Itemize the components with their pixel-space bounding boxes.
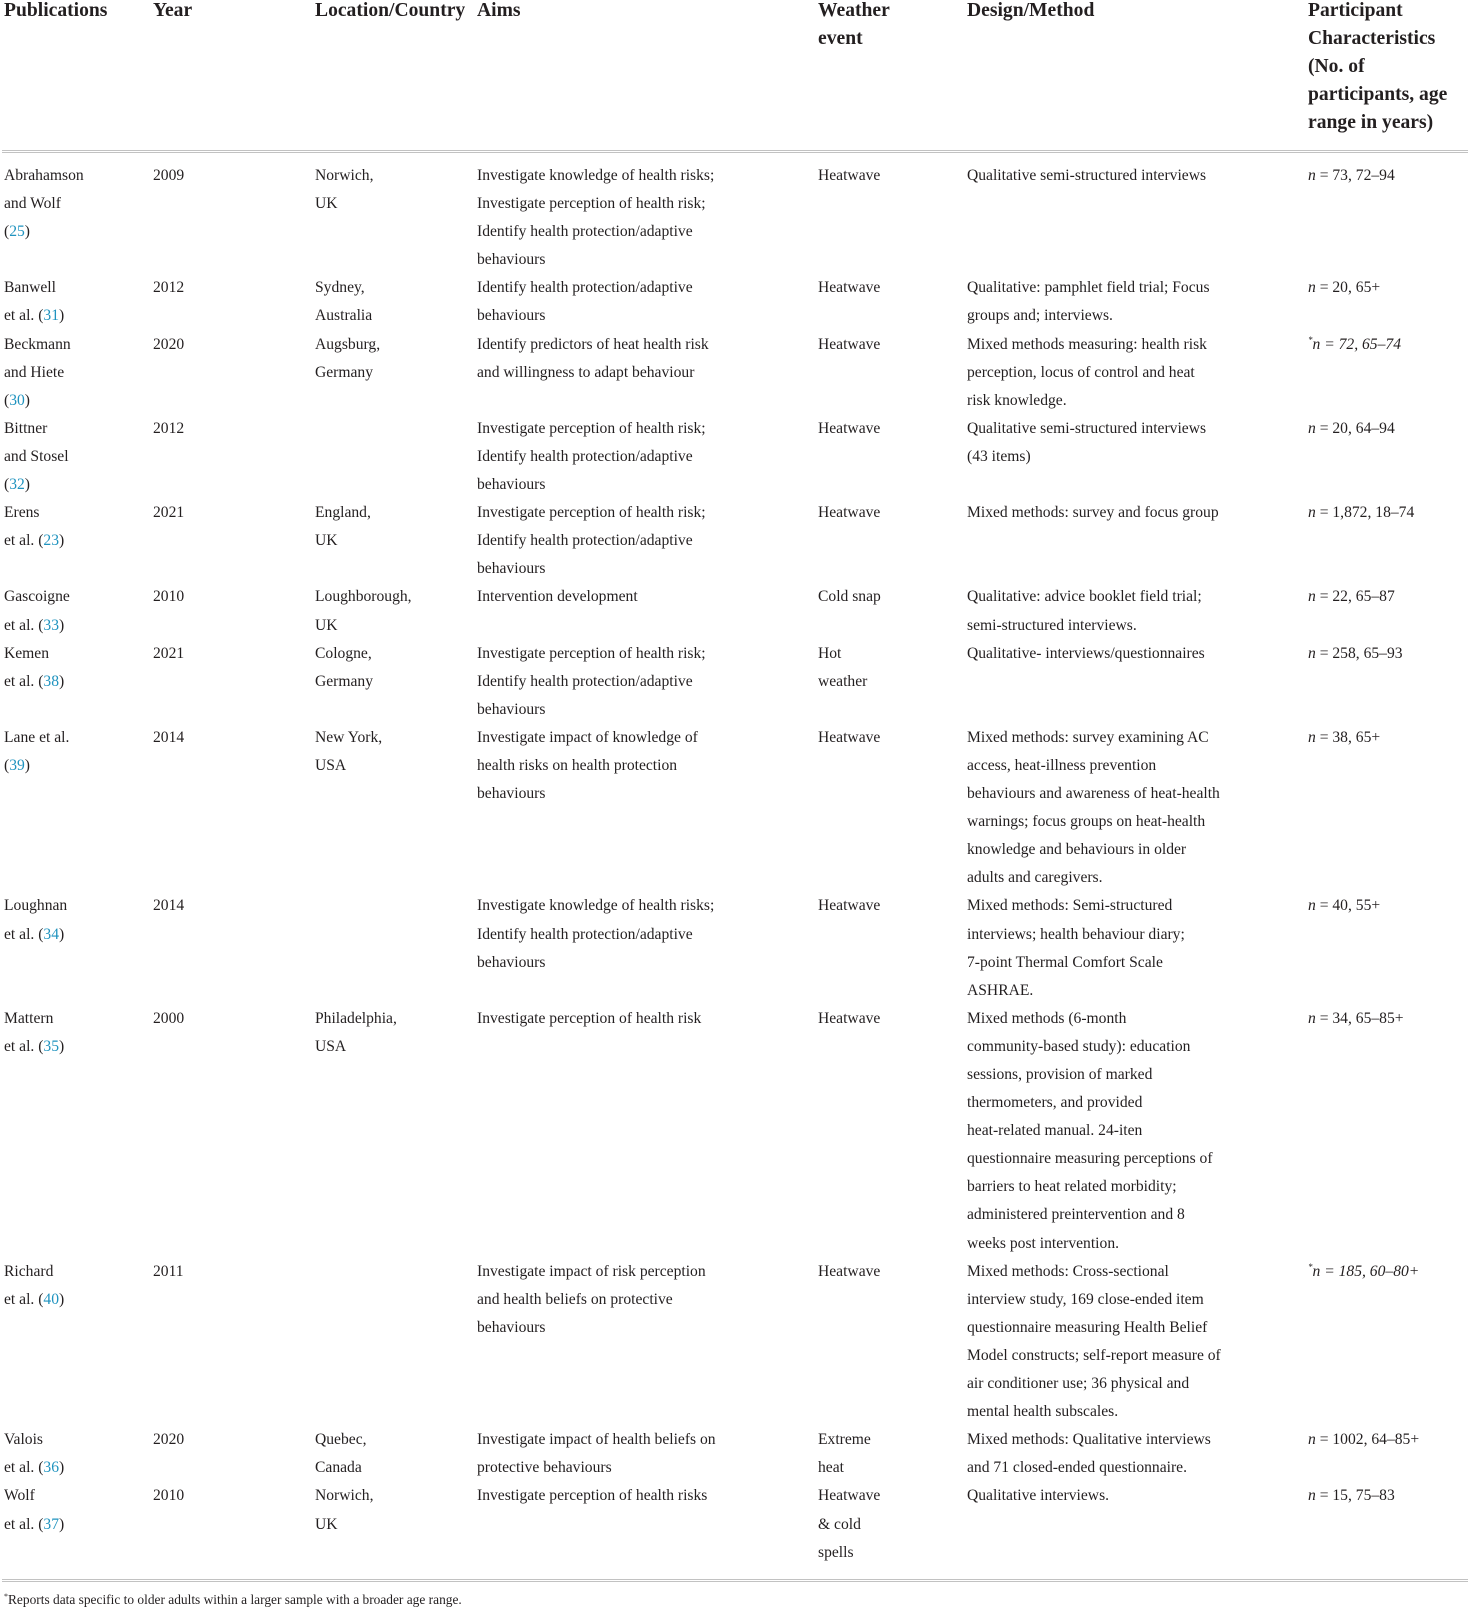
publication-ref-close: ) [59, 1515, 65, 1533]
publication-ref-close: ) [24, 476, 30, 494]
footnote-text: Reports data specific to older adults within a larger sample with a broader age range. [8, 1591, 462, 1607]
cell-weather: Heatwave [818, 504, 881, 522]
cell-design: Qualitative semi-structured interviews [967, 167, 1207, 184]
table-row [4, 583, 1471, 639]
footnote-marker: * [1308, 1261, 1313, 1272]
table-row [4, 1258, 1471, 1427]
sample-size-symbol: n [1308, 279, 1316, 297]
table-bottom-divider [2, 1579, 1468, 1582]
cell-aims: Intervention development [477, 588, 638, 606]
publication-ref-close: ) [59, 925, 65, 943]
participant-values: = 258, 65–93 [1315, 644, 1403, 662]
cell-design: Mixed methods (6-month community-based study): education sessions, provision of marked thermometers, and provided heat-related manual. 24-iten questionnaire measuring perceptions of barriers to heat related morbidity; administered preintervention and 8 weeks post intervention. [967, 1009, 1213, 1252]
participant-values: = 72, 65–74 [1320, 335, 1401, 353]
cell-year: 2021 [153, 504, 185, 522]
reference-link[interactable]: 40 [43, 1290, 59, 1308]
cell-weather: Heatwave [818, 335, 881, 353]
cell-participants [1308, 724, 1468, 893]
cell-weather: Heatwave [818, 1009, 881, 1027]
table-row [4, 1005, 1471, 1258]
publication-author: Loughnan et al. ( [4, 897, 68, 943]
cell-year: 2010 [153, 1487, 185, 1505]
cell-aims: Investigate perception of health risk; Identify health protection/adaptive behaviours [477, 504, 706, 578]
publication-ref-close: ) [59, 1459, 65, 1477]
table-header-row [4, 0, 1471, 138]
reference-link[interactable]: 30 [9, 391, 25, 409]
publication-author: Erens et al. ( [4, 504, 44, 550]
cell-weather: Heatwave [818, 897, 881, 915]
cell-publication [4, 583, 153, 639]
header-location: Location/Country [315, 0, 466, 21]
cell-aims: Investigate impact of health beliefs on protective behaviours [477, 1431, 716, 1477]
table-body [4, 162, 1471, 1567]
cell-design: Qualitative interviews. [967, 1487, 1110, 1505]
cell-design: Mixed methods measuring: health risk perception, locus of control and heat risk knowledge. [967, 335, 1207, 409]
cell-participants [1308, 331, 1468, 415]
table-row [4, 1426, 1471, 1482]
table-row [4, 724, 1471, 893]
publication-ref-close: ) [59, 672, 65, 690]
cell-location: Cologne, Germany [315, 644, 374, 690]
publication-ref-close: ) [59, 616, 65, 634]
reference-link[interactable]: 33 [43, 616, 59, 634]
header-weather-event: Weather event [818, 0, 890, 50]
participant-values: = 15, 75–83 [1315, 1487, 1395, 1505]
cell-design: Mixed methods: Cross-sectional interview study, 169 close-ended item questionnaire measuring Health Belief Model constructs; self-report measure of air conditioner use; 36 physical and mental health subscales. [967, 1262, 1221, 1421]
publication-author: Banwell et al. ( [4, 279, 56, 325]
cell-participants [1308, 274, 1468, 330]
header-year: Year [153, 0, 193, 21]
publication-author: Gascoigne et al. ( [4, 588, 70, 634]
cell-aims: Investigate perception of health risk; Identify health protection/adaptive behaviours [477, 419, 706, 494]
participant-values: = 34, 65–85+ [1315, 1009, 1404, 1027]
cell-publication [4, 415, 153, 499]
cell-participants [1308, 892, 1468, 1004]
cell-design: Mixed methods: survey and focus group [967, 504, 1219, 522]
table-footnote [4, 1591, 1471, 1609]
publication-ref-close: ) [24, 391, 30, 409]
participant-values: = 1002, 64–85+ [1315, 1431, 1420, 1449]
reference-link[interactable]: 25 [9, 223, 25, 241]
sample-size-symbol: n [1308, 644, 1316, 662]
reference-link[interactable]: 23 [43, 532, 59, 550]
cell-location [315, 892, 477, 1004]
participant-values: = 73, 72–94 [1315, 167, 1395, 184]
cell-publication [4, 331, 153, 415]
cell-design: Qualitative- interviews/questionnaires [967, 644, 1205, 662]
participant-values: = 38, 65+ [1315, 728, 1381, 746]
cell-location: Norwich, UK [315, 167, 374, 213]
header-design-method: Design/Method [967, 0, 1095, 21]
sample-size-symbol: n [1312, 1262, 1321, 1280]
table-row [4, 162, 1471, 274]
cell-design: Qualitative: pamphlet field trial; Focus groups and; interviews. [967, 279, 1210, 325]
cell-aims: Investigate perception of health risk; Identify health protection/adaptive behaviours [477, 644, 706, 718]
cell-location: Sydney, Australia [315, 279, 373, 325]
cell-participants [1308, 640, 1468, 724]
cell-participants [1308, 1482, 1468, 1566]
cell-year: 2012 [153, 279, 185, 297]
cell-publication [4, 1482, 153, 1566]
cell-year: 2020 [153, 1431, 185, 1449]
cell-location [315, 415, 477, 499]
cell-participants [1308, 1426, 1468, 1482]
cell-year: 2009 [153, 167, 185, 184]
cell-year: 2020 [153, 335, 185, 353]
reference-link[interactable]: 37 [43, 1515, 59, 1533]
publication-ref-close: ) [24, 223, 30, 241]
cell-publication [4, 640, 153, 724]
cell-aims: Investigate knowledge of health risks; Identify health protection/adaptive behaviours [477, 897, 715, 971]
sample-size-symbol: n [1308, 1009, 1316, 1027]
cell-design: Qualitative: advice booklet field trial; semi-structured interviews. [967, 588, 1202, 634]
cell-weather: Heatwave [818, 419, 881, 437]
publication-author: Abrahamson and Wolf ( [4, 167, 84, 241]
cell-participants [1308, 1005, 1468, 1258]
cell-participants [1308, 1258, 1468, 1427]
table-row [4, 274, 1471, 330]
sample-size-symbol: n [1308, 728, 1316, 746]
cell-design: Mixed methods: Semi-structured interviews; health behaviour diary; 7-point Thermal Comfort Scale ASHRAE. [967, 897, 1185, 999]
sample-size-symbol: n [1308, 504, 1316, 522]
publication-author: Bittner and Stosel ( [4, 419, 69, 494]
cell-year: 2012 [153, 419, 185, 437]
publication-author: Valois et al. ( [4, 1431, 44, 1477]
publication-author: Richard et al. ( [4, 1262, 54, 1308]
sample-size-symbol: n [1308, 588, 1316, 606]
cell-participants [1308, 162, 1468, 274]
publication-ref-close: ) [59, 532, 65, 550]
cell-aims: Identify predictors of heat health risk and willingness to adapt behaviour [477, 335, 709, 381]
cell-year: 2010 [153, 588, 185, 606]
reference-link[interactable]: 38 [43, 672, 59, 690]
cell-location: Augsburg, Germany [315, 335, 381, 381]
cell-design: Qualitative semi-structured interviews (43 items) [967, 419, 1207, 465]
cell-weather: Heatwave & cold spells [818, 1487, 881, 1561]
reference-link[interactable]: 34 [43, 925, 59, 943]
cell-location: Philadelphia, USA [315, 1009, 397, 1055]
publication-ref-close: ) [59, 1037, 65, 1055]
sample-size-symbol: n [1312, 335, 1321, 353]
sample-size-symbol: n [1308, 419, 1316, 437]
cell-aims: Investigate perception of health risks [477, 1487, 708, 1505]
reference-link[interactable]: 39 [9, 756, 25, 774]
cell-weather: Extreme heat [818, 1431, 871, 1477]
footnote-marker: * [4, 1591, 8, 1601]
cell-location: Norwich, UK [315, 1487, 374, 1533]
participant-values: = 185, 60–80+ [1320, 1262, 1420, 1280]
cell-participants [1308, 583, 1468, 639]
cell-publication [4, 724, 153, 893]
cell-location: Quebec, Canada [315, 1431, 367, 1477]
cell-participants [1308, 415, 1468, 499]
cell-year: 2014 [153, 728, 185, 746]
participant-values: = 20, 64–94 [1315, 419, 1395, 437]
cell-year: 2011 [153, 1262, 184, 1280]
participant-values: = 22, 65–87 [1315, 588, 1395, 606]
cell-weather: Heatwave [818, 1262, 881, 1280]
publication-author: Kemen et al. ( [4, 644, 50, 690]
cell-year: 2021 [153, 644, 185, 662]
cell-weather: Heatwave [818, 167, 881, 184]
footnote-marker: * [1308, 334, 1313, 345]
cell-location: England, UK [315, 504, 371, 550]
publication-ref-close: ) [59, 307, 65, 325]
publication-author: Mattern et al. ( [4, 1009, 54, 1055]
sample-size-symbol: n [1308, 1487, 1316, 1505]
cell-aims: Investigate impact of knowledge of health risks on health protection behaviours [477, 728, 698, 803]
cell-publication [4, 1426, 153, 1482]
table-row [4, 892, 1471, 1004]
table-row [4, 640, 1471, 724]
sample-size-symbol: n [1308, 897, 1316, 915]
cell-publication [4, 499, 153, 583]
publication-ref-close: ) [59, 1290, 65, 1308]
cell-aims: Investigate impact of risk perception and health beliefs on protective behaviours [477, 1262, 706, 1336]
participant-values: = 40, 55+ [1315, 897, 1381, 915]
cell-location [315, 1258, 477, 1427]
table-row [4, 331, 1471, 415]
sample-size-symbol: n [1308, 1431, 1316, 1449]
cell-weather: Heatwave [818, 279, 881, 297]
cell-participants [1308, 499, 1468, 583]
cell-weather: Hot weather [818, 644, 868, 690]
publication-ref-close: ) [24, 756, 30, 774]
table-row [4, 499, 1471, 583]
cell-weather: Heatwave [818, 728, 881, 746]
cell-design: Mixed methods: survey examining AC access, heat-illness prevention behaviours and awareness of heat-health warnings; focus groups on heat-health knowledge and behaviours in older adults and caregivers. [967, 728, 1220, 887]
participant-values: = 20, 65+ [1315, 279, 1381, 297]
header-aims: Aims [477, 0, 521, 21]
cell-location: Loughborough, UK [315, 588, 412, 634]
cell-aims: Investigate knowledge of health risks; Investigate perception of health risk; Identify health protection/adaptive behaviours [477, 167, 715, 269]
cell-publication [4, 1005, 153, 1258]
table-row [4, 415, 1471, 499]
cell-publication [4, 892, 153, 1004]
cell-aims: Identify health protection/adaptive behaviours [477, 279, 693, 325]
header-participant-characteristics: Participant Characteristics (No. of participants, age range in years) [1308, 0, 1448, 134]
reference-link[interactable]: 31 [43, 307, 59, 325]
reference-link[interactable]: 35 [43, 1037, 59, 1055]
cell-weather: Cold snap [818, 588, 881, 606]
header-publications: Publications [4, 0, 108, 21]
publication-author: Beckmann and Hiete ( [4, 335, 71, 409]
header-divider [2, 150, 1468, 153]
reference-link[interactable]: 36 [43, 1459, 59, 1477]
cell-year: 2014 [153, 897, 185, 915]
cell-publication [4, 162, 153, 274]
sample-size-symbol: n [1308, 167, 1316, 184]
cell-location: New York, USA [315, 728, 383, 774]
publication-author: Wolf et al. ( [4, 1487, 44, 1533]
cell-publication [4, 274, 153, 330]
publication-author: Lane et al. ( [4, 728, 70, 774]
table-row [4, 1482, 1471, 1566]
reference-link[interactable]: 32 [9, 476, 25, 494]
cell-aims: Investigate perception of health risk [477, 1009, 702, 1027]
cell-year: 2000 [153, 1009, 185, 1027]
participant-values: = 1,872, 18–74 [1315, 504, 1415, 522]
cell-design: Mixed methods: Qualitative interviews and 71 closed-ended questionnaire. [967, 1431, 1211, 1477]
cell-publication [4, 1258, 153, 1427]
